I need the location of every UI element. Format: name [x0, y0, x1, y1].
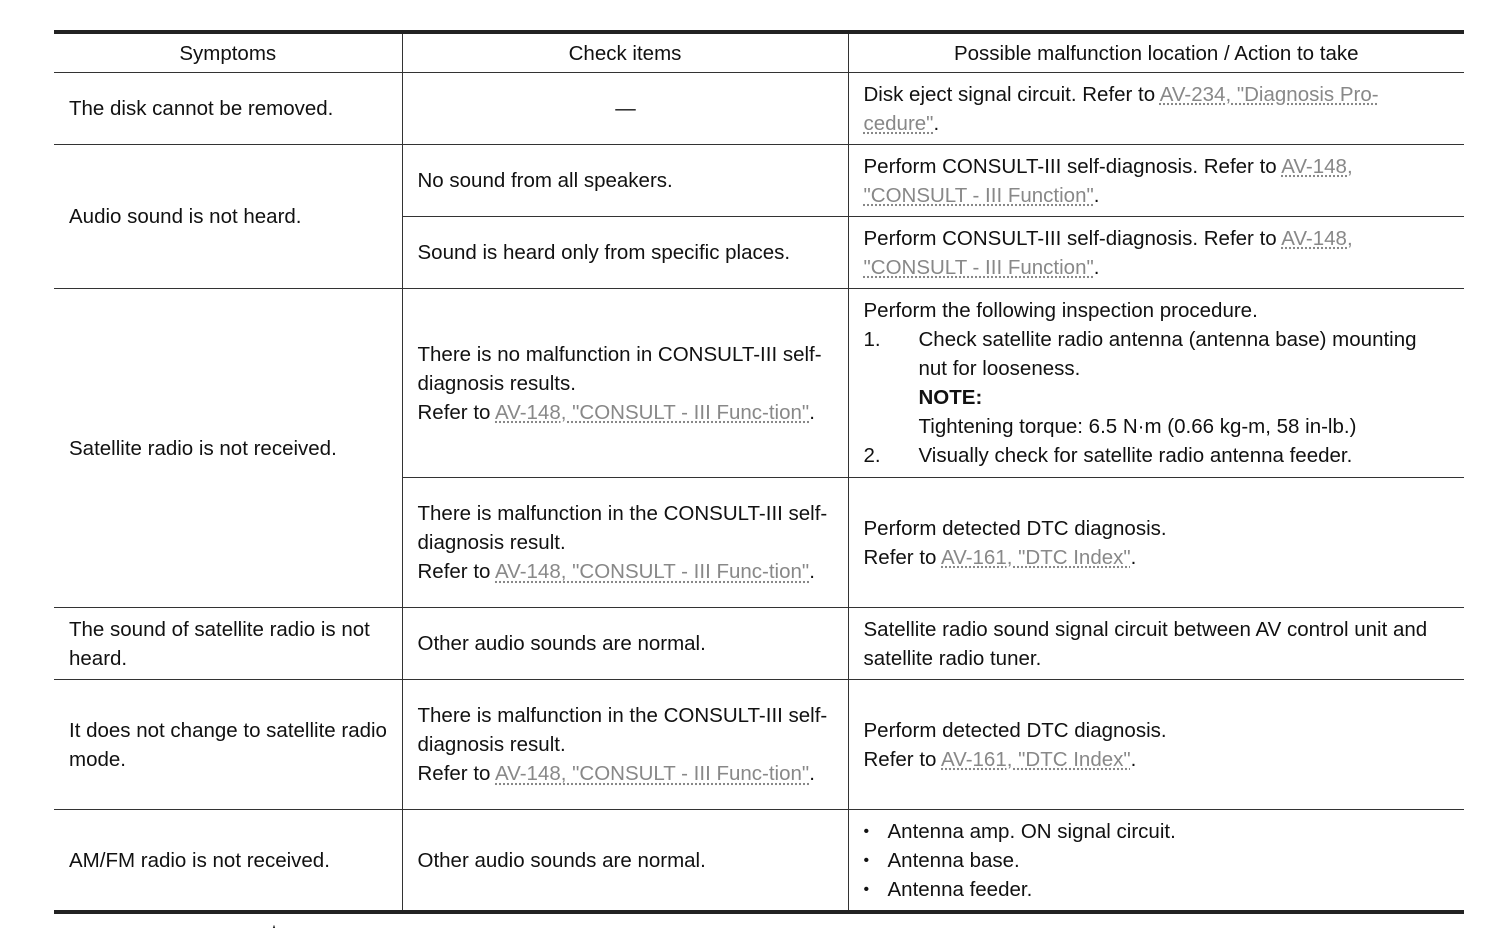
- check-cell: Sound is heard only from specific places.: [402, 217, 848, 289]
- bullet-list: [864, 817, 1451, 904]
- header-action: Possible malfunction location / Action to take: [848, 32, 1464, 73]
- table-row: [54, 145, 1464, 217]
- reference-link[interactable]: AV-234, "Diagnosis Pro-cedure": [863, 82, 1379, 135]
- refer-text: Refer to: [863, 747, 941, 771]
- reference-link[interactable]: AV-148, "CONSULT - III Function": [863, 154, 1353, 207]
- procedure-intro: Perform the following inspection procedure.: [863, 299, 1258, 322]
- check-cell: [402, 680, 848, 810]
- symptom-cell: The disk cannot be removed.: [54, 73, 402, 145]
- action-text: Perform CONSULT-III self-diagnosis. Refer to: [863, 154, 1282, 178]
- bullet-item: • Antenna feeder.: [864, 875, 1451, 904]
- action-text-end: .: [933, 111, 940, 135]
- header-check-items: Check items: [402, 32, 848, 73]
- note-text: Tightening torque: 6.5 N·m (0.66 kg-m, 58 in-lb.): [918, 415, 1357, 438]
- action-cell: [848, 289, 1464, 478]
- refer-text: Refer to: [417, 762, 495, 785]
- action-text: Perform CONSULT-III self-diagnosis. Refer to: [863, 226, 1282, 250]
- check-text-end: .: [809, 560, 815, 583]
- action-cell: [848, 145, 1464, 217]
- reference-link[interactable]: AV-148, "CONSULT - III Func-tion": [495, 560, 810, 583]
- action-text-end: .: [1130, 747, 1137, 771]
- check-text: There is no malfunction in CONSULT-III self-diagnosis results.: [417, 342, 822, 395]
- check-cell: [402, 289, 848, 478]
- troubleshooting-table: [54, 30, 1464, 914]
- check-text-end: .: [809, 400, 815, 424]
- table-row: [54, 608, 1464, 680]
- action-text: Perform detected DTC diagnosis.: [863, 516, 1167, 540]
- table-row: [54, 289, 1464, 478]
- check-cell: No sound from all speakers.: [402, 145, 848, 217]
- action-cell: [848, 680, 1464, 810]
- step-text: Check satellite radio antenna (antenna base) mounting nut for looseness.: [918, 328, 1417, 380]
- check-cell: —: [402, 73, 848, 145]
- symptom-cell: It does not change to satellite radio mode.: [54, 680, 402, 810]
- table-row: [54, 73, 1464, 145]
- action-text: Disk eject signal circuit. Refer to: [863, 82, 1160, 106]
- action-text: Perform detected DTC diagnosis.: [863, 718, 1167, 742]
- reference-link[interactable]: AV-161, "DTC Index": [941, 545, 1131, 569]
- procedure-step: [864, 441, 1451, 470]
- action-text-end: .: [1093, 183, 1100, 207]
- refer-text: Refer to: [863, 545, 941, 569]
- reference-link[interactable]: AV-148, "CONSULT - III Func-tion": [495, 762, 810, 785]
- table-row: [54, 810, 1464, 913]
- action-cell: [848, 217, 1464, 289]
- reference-link[interactable]: AV-148, "CONSULT - III Func-tion": [495, 400, 810, 424]
- symptom-cell: AM/FM radio is not received.: [54, 810, 402, 913]
- reference-link[interactable]: AV-148, "CONSULT - III Function": [863, 226, 1353, 279]
- action-cell: [848, 73, 1464, 145]
- symptom-cell: Satellite radio is not received.: [54, 289, 402, 608]
- step-text: Visually check for satellite radio antenna feeder.: [918, 444, 1353, 467]
- reference-link[interactable]: AV-161, "DTC Index": [941, 747, 1131, 771]
- step-number: 1.: [863, 328, 881, 351]
- check-text: There is malfunction in the CONSULT-III self-diagnosis result.: [417, 704, 828, 756]
- refer-text: Refer to: [417, 400, 495, 424]
- table-row: [54, 680, 1464, 810]
- check-cell: Other audio sounds are normal.: [402, 608, 848, 680]
- symptom-cell: Audio sound is not heard.: [54, 145, 402, 289]
- check-cell: Other audio sounds are normal.: [402, 810, 848, 913]
- action-text-end: .: [1130, 545, 1137, 569]
- check-text-end: .: [809, 762, 815, 785]
- procedure-step: [864, 325, 1451, 441]
- check-cell: [402, 478, 848, 608]
- action-cell: [848, 478, 1464, 608]
- bullet-item: • Antenna base.: [864, 846, 1451, 875]
- symptom-cell: The sound of satellite radio is not heard.: [54, 608, 402, 680]
- cropped-text-fragment: [232, 920, 302, 928]
- check-text: There is malfunction in the CONSULT-III self-diagnosis result.: [417, 502, 828, 554]
- procedure-list: [864, 325, 1451, 470]
- action-text-end: .: [1093, 255, 1100, 279]
- table-header-row: [54, 32, 1464, 73]
- note-label: NOTE:: [918, 386, 983, 409]
- bullet-item: • Antenna amp. ON signal circuit.: [864, 817, 1451, 846]
- action-cell: [848, 810, 1464, 913]
- action-cell: Satellite radio sound signal circuit between AV control unit and satellite radio tuner.: [848, 608, 1464, 680]
- step-number: 2.: [863, 444, 881, 467]
- header-symptoms: Symptoms: [54, 32, 402, 73]
- refer-text: Refer to: [417, 560, 495, 583]
